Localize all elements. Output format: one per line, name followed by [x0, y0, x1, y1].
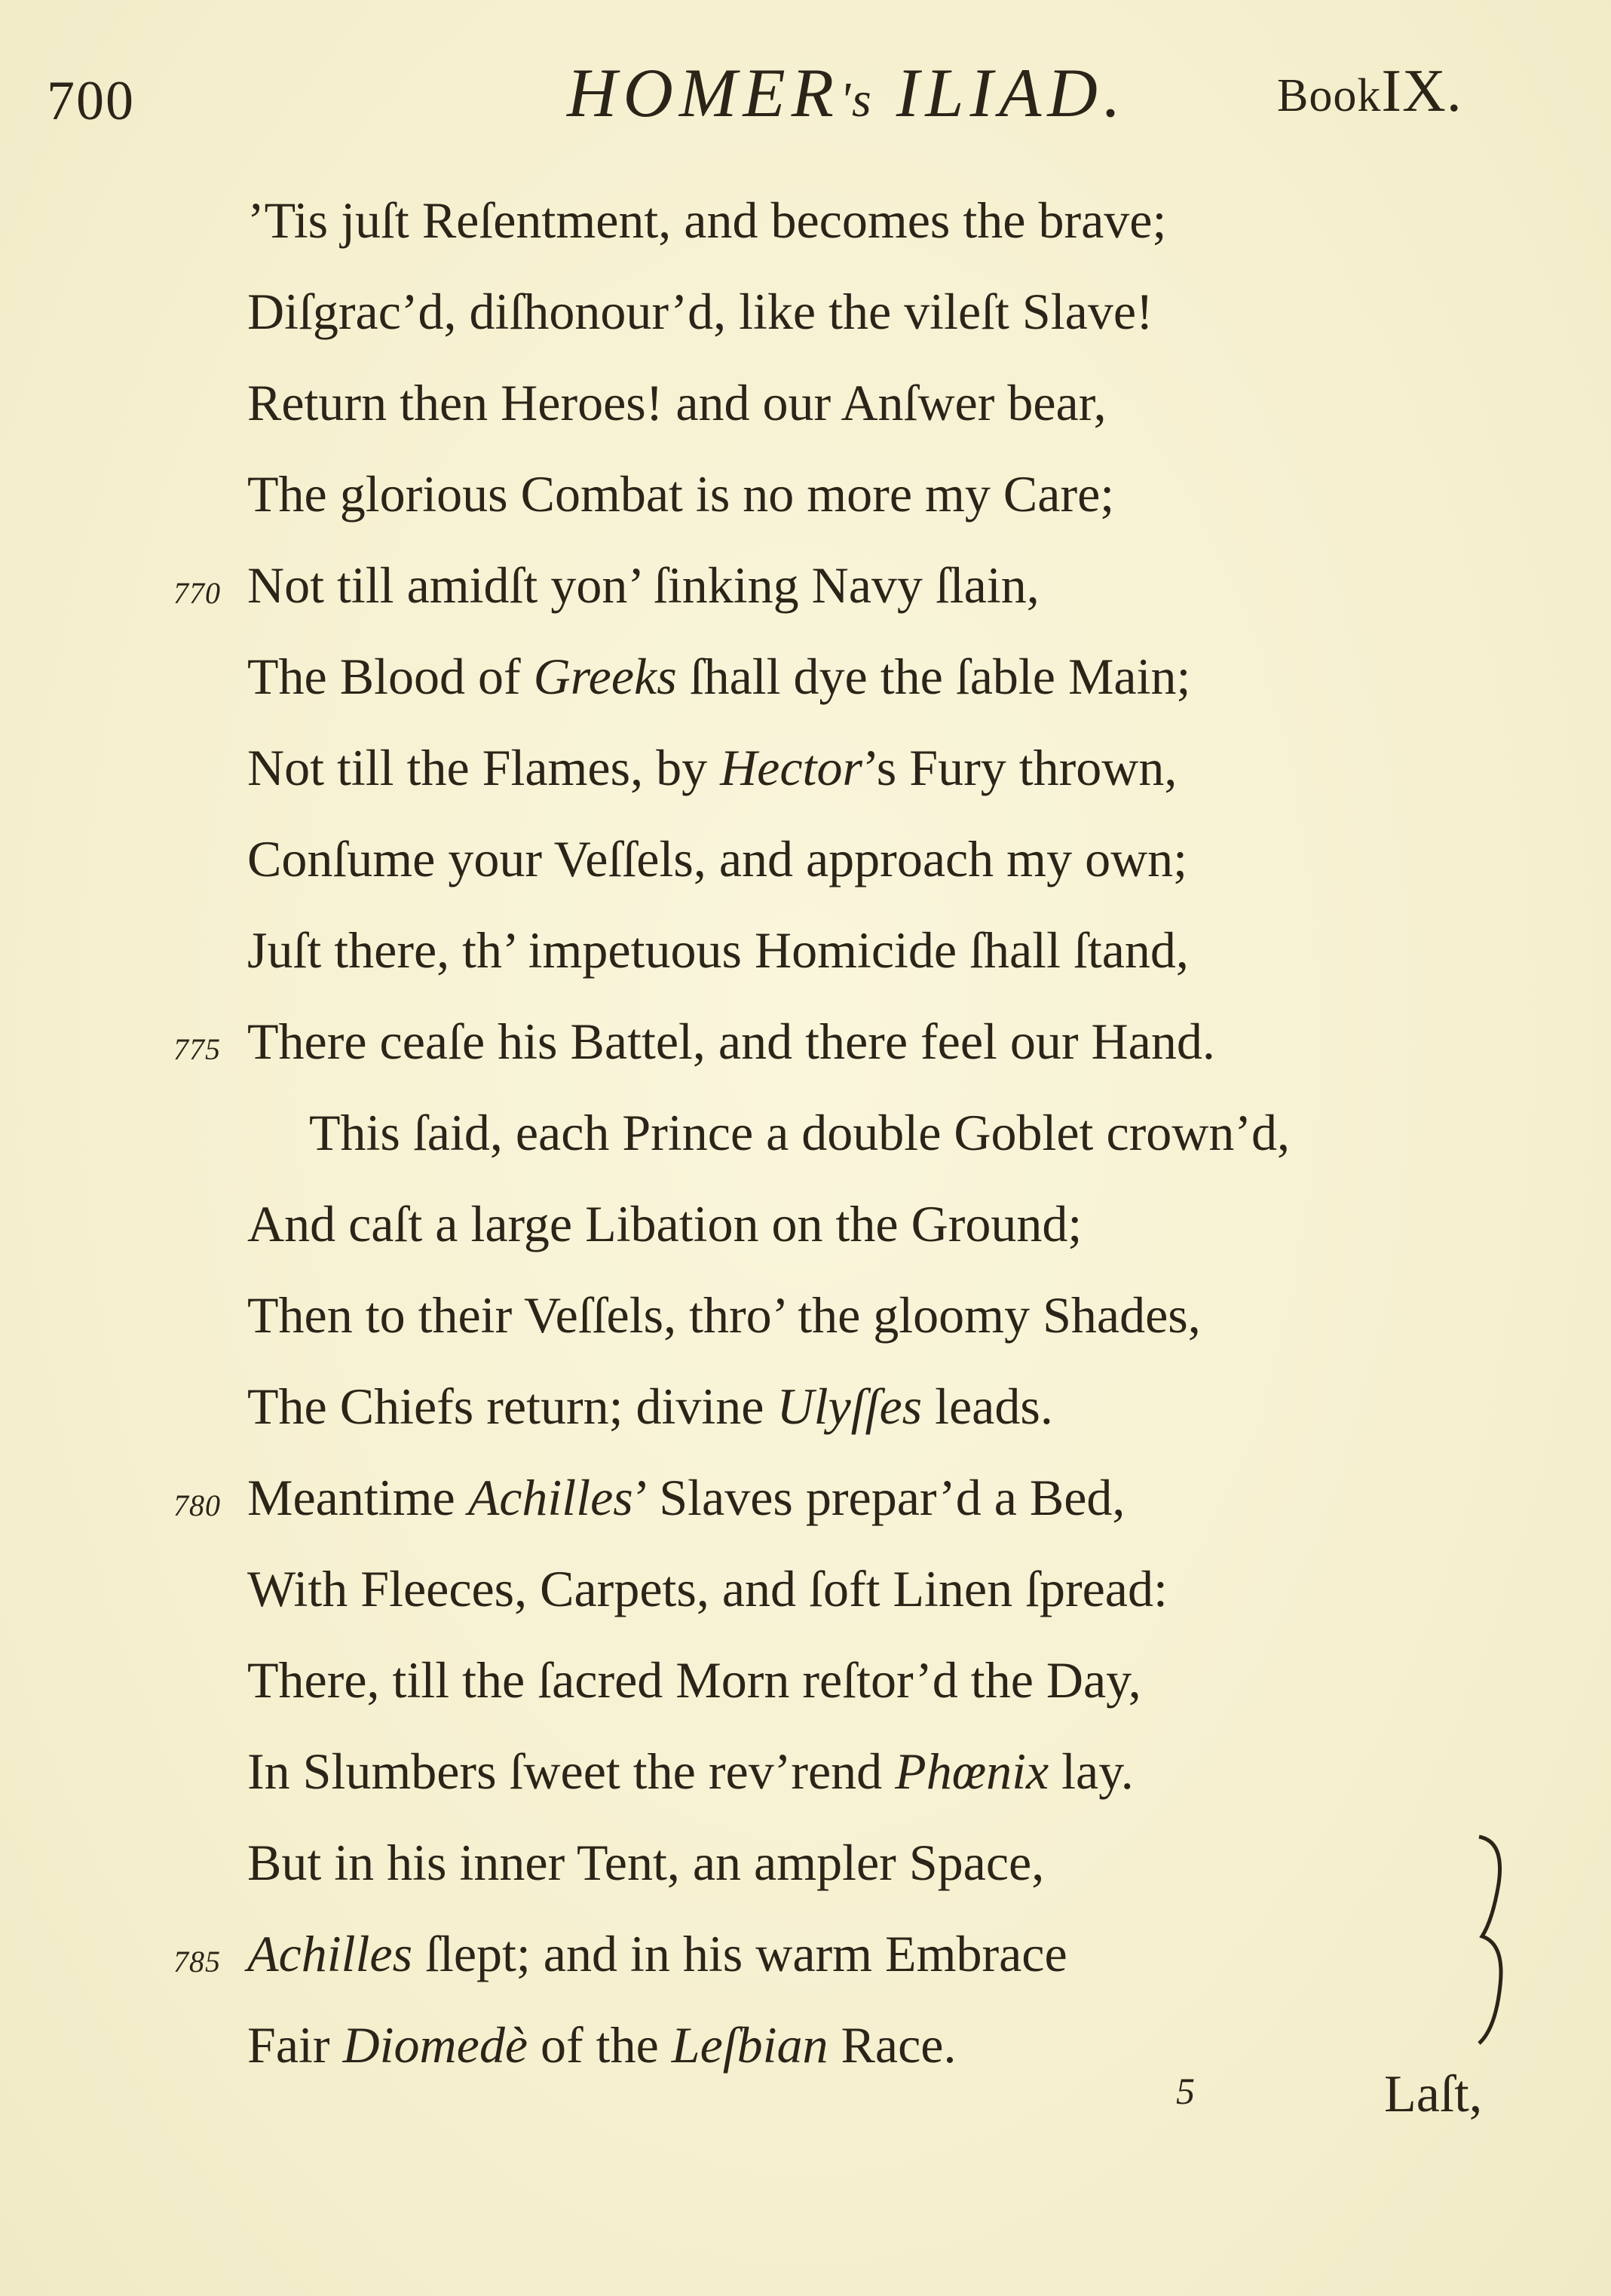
verse-text — [247, 1452, 1125, 1543]
verse-line — [0, 722, 1611, 814]
italic-name: Hector — [720, 739, 862, 796]
verse-text — [247, 266, 1153, 357]
verse-segment: ’Tis juſt Reſentment, and becomes the brave; — [247, 192, 1167, 249]
running-title-iliad: ILIAD. — [872, 54, 1127, 131]
verse-text — [247, 1817, 1044, 1908]
verse-segment: leads. — [922, 1378, 1053, 1435]
verse-segment: ’ Slaves prepar’d a Bed, — [632, 1469, 1126, 1526]
verse-line — [0, 1908, 1611, 2000]
verse-line — [0, 449, 1611, 540]
verse-segment: Then to their Veſſels, thro’ the gloomy Shades, — [247, 1286, 1201, 1344]
verse-text — [247, 1179, 1082, 1270]
verse-line — [0, 1635, 1611, 1726]
verse-segment: There ceaſe his Battel, and there feel our Hand. — [247, 1013, 1215, 1070]
verse-segment: Conſume your Veſſels, and approach my own; — [247, 830, 1188, 887]
verse-text — [247, 905, 1189, 996]
verse-segment: of the — [528, 2016, 672, 2074]
verse-segment: lay. — [1049, 1743, 1134, 1800]
verse-line — [0, 1361, 1611, 1452]
italic-name: Achilles — [467, 1469, 633, 1526]
verse-segment: Race. — [828, 2016, 957, 2074]
italic-name: Achilles — [247, 1925, 413, 1982]
book-word: Book — [1277, 70, 1382, 121]
page-number: 700 — [47, 70, 135, 132]
verse-text — [247, 1270, 1201, 1361]
verse-segment: Diſgrac’d, diſhonour’d, like the vileſt Slave! — [247, 283, 1153, 340]
verse-segment: ſlept; and in his warm Embrace — [412, 1925, 1067, 1982]
verse-line — [0, 814, 1611, 905]
verse-text — [247, 996, 1215, 1087]
verse-text — [247, 814, 1187, 905]
verse-text — [247, 1361, 1053, 1452]
verse-text — [247, 540, 1040, 631]
verse-segment: Return then Heroes! and our Anſwer bear, — [247, 374, 1107, 431]
verse-line — [0, 996, 1611, 1087]
verse-line — [0, 1270, 1611, 1361]
book-label — [1277, 57, 1462, 126]
page-footer — [0, 2065, 1611, 2140]
verse-block — [0, 175, 1611, 2091]
book-numeral: IX. — [1381, 58, 1462, 124]
running-title-homer: HOMER — [567, 54, 840, 131]
verse-text — [247, 175, 1166, 266]
verse-line — [0, 1087, 1611, 1179]
running-title-possessive: 's — [839, 72, 873, 127]
signature-mark: 5 — [1176, 2070, 1195, 2112]
verse-line — [0, 905, 1611, 996]
verse-segment: Juſt there, th’ impetuous Homicide ſhall ſtand, — [247, 921, 1189, 979]
verse-segment: Fair — [247, 2016, 343, 2074]
catchword: Laſt, — [1384, 2065, 1483, 2123]
verse-segment: In Slumbers ſweet the rev’rend — [247, 1743, 896, 1800]
italic-name: Diomedè — [342, 2016, 528, 2074]
verse-line — [0, 1543, 1611, 1635]
verse-segment: Meantime — [247, 1469, 468, 1526]
italic-name: Ulyſſes — [776, 1378, 923, 1435]
verse-text — [247, 1543, 1168, 1635]
line-number: 775 — [173, 1032, 221, 1066]
verse-text — [247, 449, 1114, 540]
verse-segment: The glorious Combat is no more my Care; — [247, 465, 1115, 523]
running-title — [567, 53, 1127, 133]
verse-line — [0, 631, 1611, 722]
verse-text — [247, 722, 1177, 814]
verse-text — [247, 357, 1107, 449]
verse-segment: The Blood of — [247, 648, 534, 705]
verse-text — [247, 631, 1190, 722]
verse-text — [247, 1635, 1141, 1726]
verse-segment: There, till the ſacred Morn reſtor’d the Day, — [247, 1651, 1141, 1709]
italic-name: Leſbian — [671, 2016, 828, 2074]
verse-line — [0, 1817, 1611, 1908]
verse-line — [0, 266, 1611, 357]
verse-text — [247, 1726, 1134, 1817]
verse-line — [0, 1179, 1611, 1270]
verse-segment: But in his inner Tent, an ampler Space, — [247, 1834, 1045, 1891]
triplet-brace — [1466, 1831, 1518, 2049]
verse-line — [0, 357, 1611, 449]
line-number: 770 — [173, 576, 221, 610]
verse-segment: Not till amidſt yon’ ſinking Navy ſlain, — [247, 556, 1040, 614]
italic-name: Phœnix — [895, 1743, 1049, 1800]
verse-segment: With Fleeces, Carpets, and ſoft Linen ſpread: — [247, 1560, 1168, 1617]
verse-segment: ’s Fury thrown, — [862, 739, 1178, 796]
verse-text — [309, 1087, 1290, 1179]
verse-segment: Not till the Flames, by — [247, 739, 721, 796]
verse-segment: ſhall dye the ſable Main; — [676, 648, 1191, 705]
verse-segment: And caſt a large Libation on the Ground; — [247, 1195, 1083, 1252]
page-header — [0, 53, 1611, 136]
verse-line — [0, 1726, 1611, 1817]
verse-text — [247, 1908, 1067, 2000]
line-number: 780 — [173, 1488, 221, 1522]
verse-line — [0, 1452, 1611, 1543]
line-number: 785 — [173, 1945, 221, 1979]
italic-name: Greeks — [533, 648, 677, 705]
verse-segment: The Chiefs return; divine — [247, 1378, 777, 1435]
verse-line — [0, 175, 1611, 266]
verse-segment: This ſaid, each Prince a double Goblet crown’d, — [309, 1104, 1291, 1161]
verse-line — [0, 540, 1611, 631]
